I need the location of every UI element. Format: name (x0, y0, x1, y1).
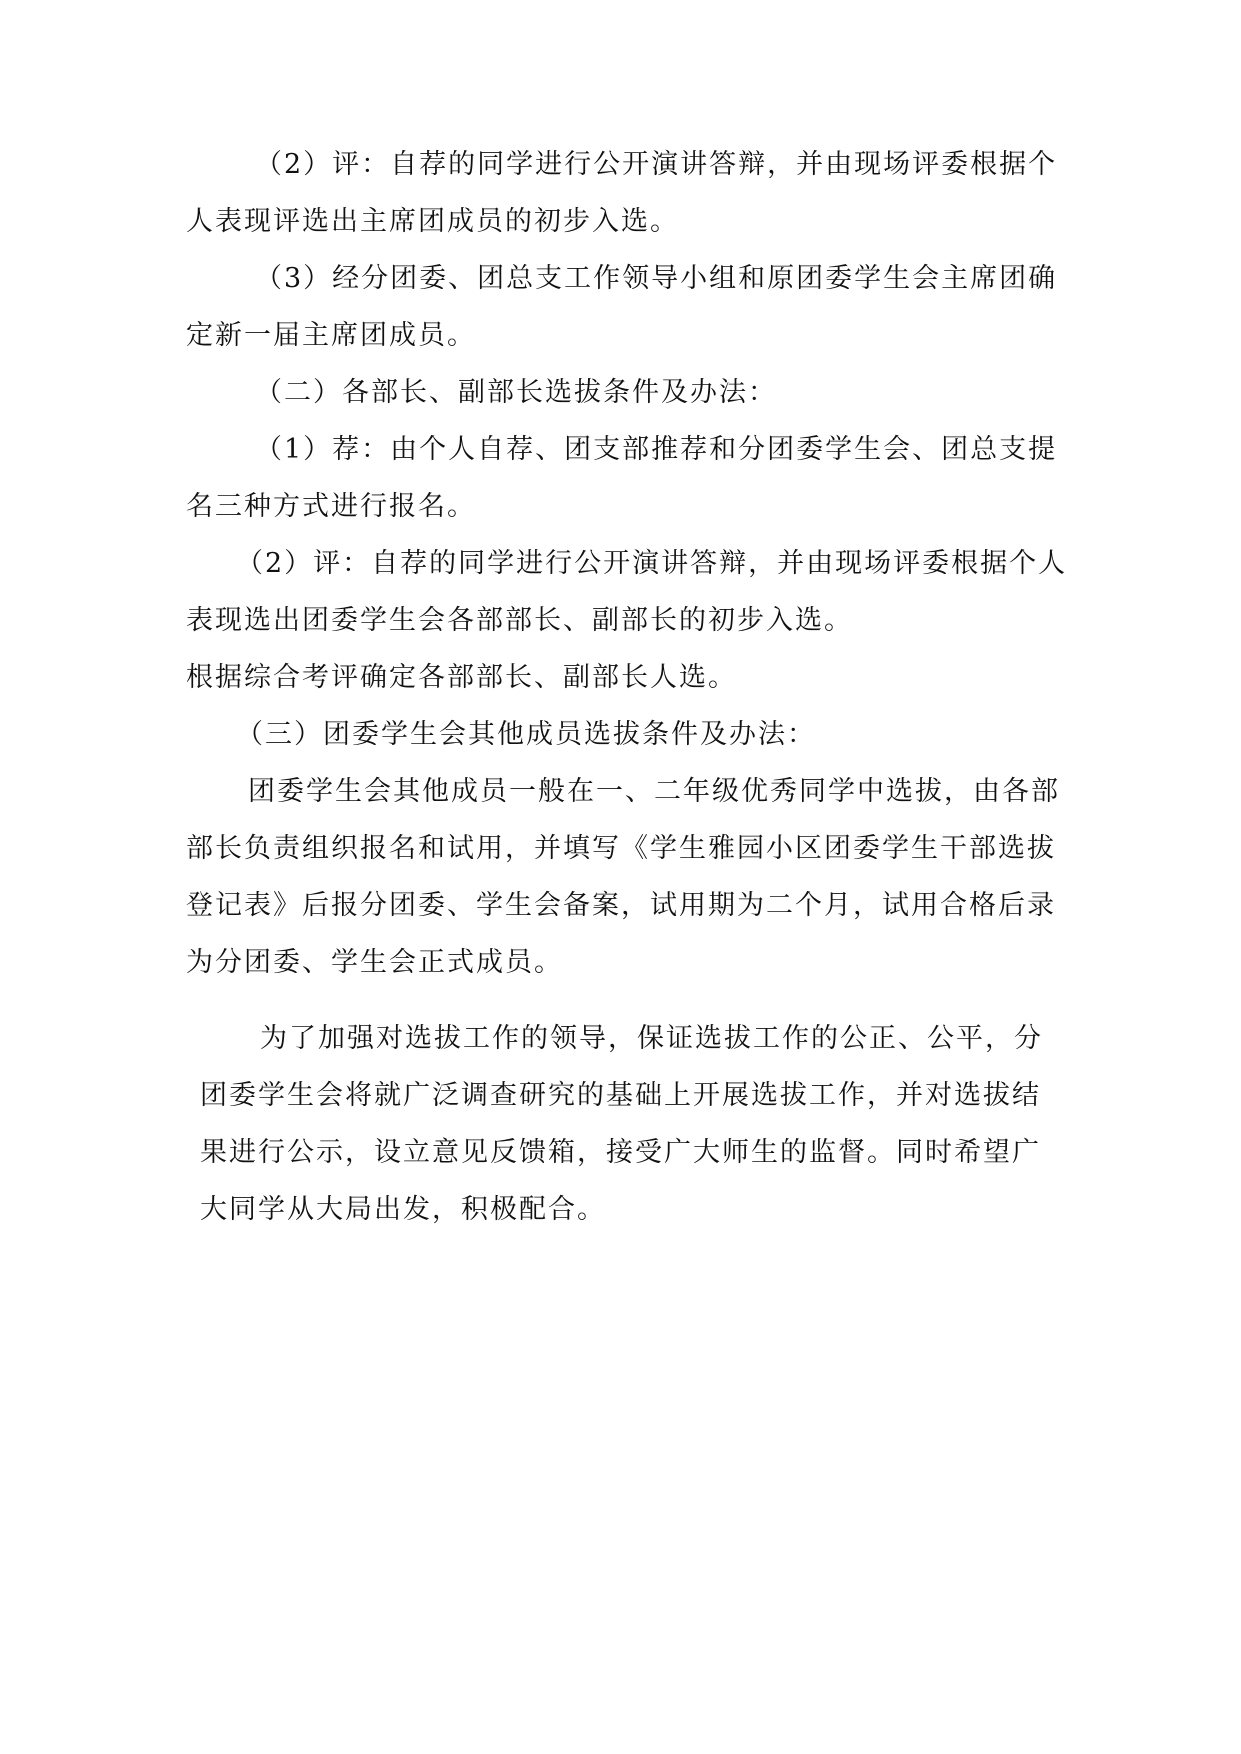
text-line: 表现选出团委学生会各部部长、副部长的初步入选。 (186, 605, 853, 636)
text-line: 为了加强对选拔工作的领导，保证选拔工作的公正、公平，分 (260, 1023, 1043, 1054)
text-line: 果进行公示，设立意见反馈箱，接受广大师生的监督。同时希望广 (200, 1137, 1041, 1168)
text-line: （2）评：自荐的同学进行公开演讲答辩，并由现场评委根据个 (255, 149, 1058, 180)
text-line: 人表现评选出主席团成员的初步入选。 (186, 206, 679, 237)
text-line: （3）经分团委、团总支工作领导小组和原团委学生会主席团确 (255, 263, 1058, 294)
section-heading: （二）各部长、副部长选拔条件及办法： (255, 377, 777, 408)
text-line: 根据综合考评确定各部部长、副部长人选。 (186, 662, 737, 693)
text-line: 登记表》后报分团委、学生会备案，试用期为二个月，试用合格后录 (186, 890, 1056, 921)
text-line: 定新一届主席团成员。 (186, 320, 476, 351)
text-line: （1）荐：由个人自荐、团支部推荐和分团委学生会、团总支提 (255, 434, 1058, 465)
text-line: 名三种方式进行报名。 (186, 491, 476, 522)
section-heading: （三）团委学生会其他成员选拔条件及办法： (236, 719, 816, 750)
text-line: 部长负责组织报名和试用，并填写《学生雅园小区团委学生干部选拔 (186, 833, 1056, 864)
text-line: 团委学生会将就广泛调查研究的基础上开展选拔工作，并对选拔结 (200, 1080, 1041, 1111)
text-line: 为分团委、学生会正式成员。 (186, 947, 563, 978)
text-line: （2）评：自荐的同学进行公开演讲答辩，并由现场评委根据个人 (236, 548, 1068, 579)
text-line: 团委学生会其他成员一般在一、二年级优秀同学中选拔，由各部 (248, 776, 1060, 807)
text-line: 大同学从大局出发，积极配合。 (200, 1194, 606, 1225)
